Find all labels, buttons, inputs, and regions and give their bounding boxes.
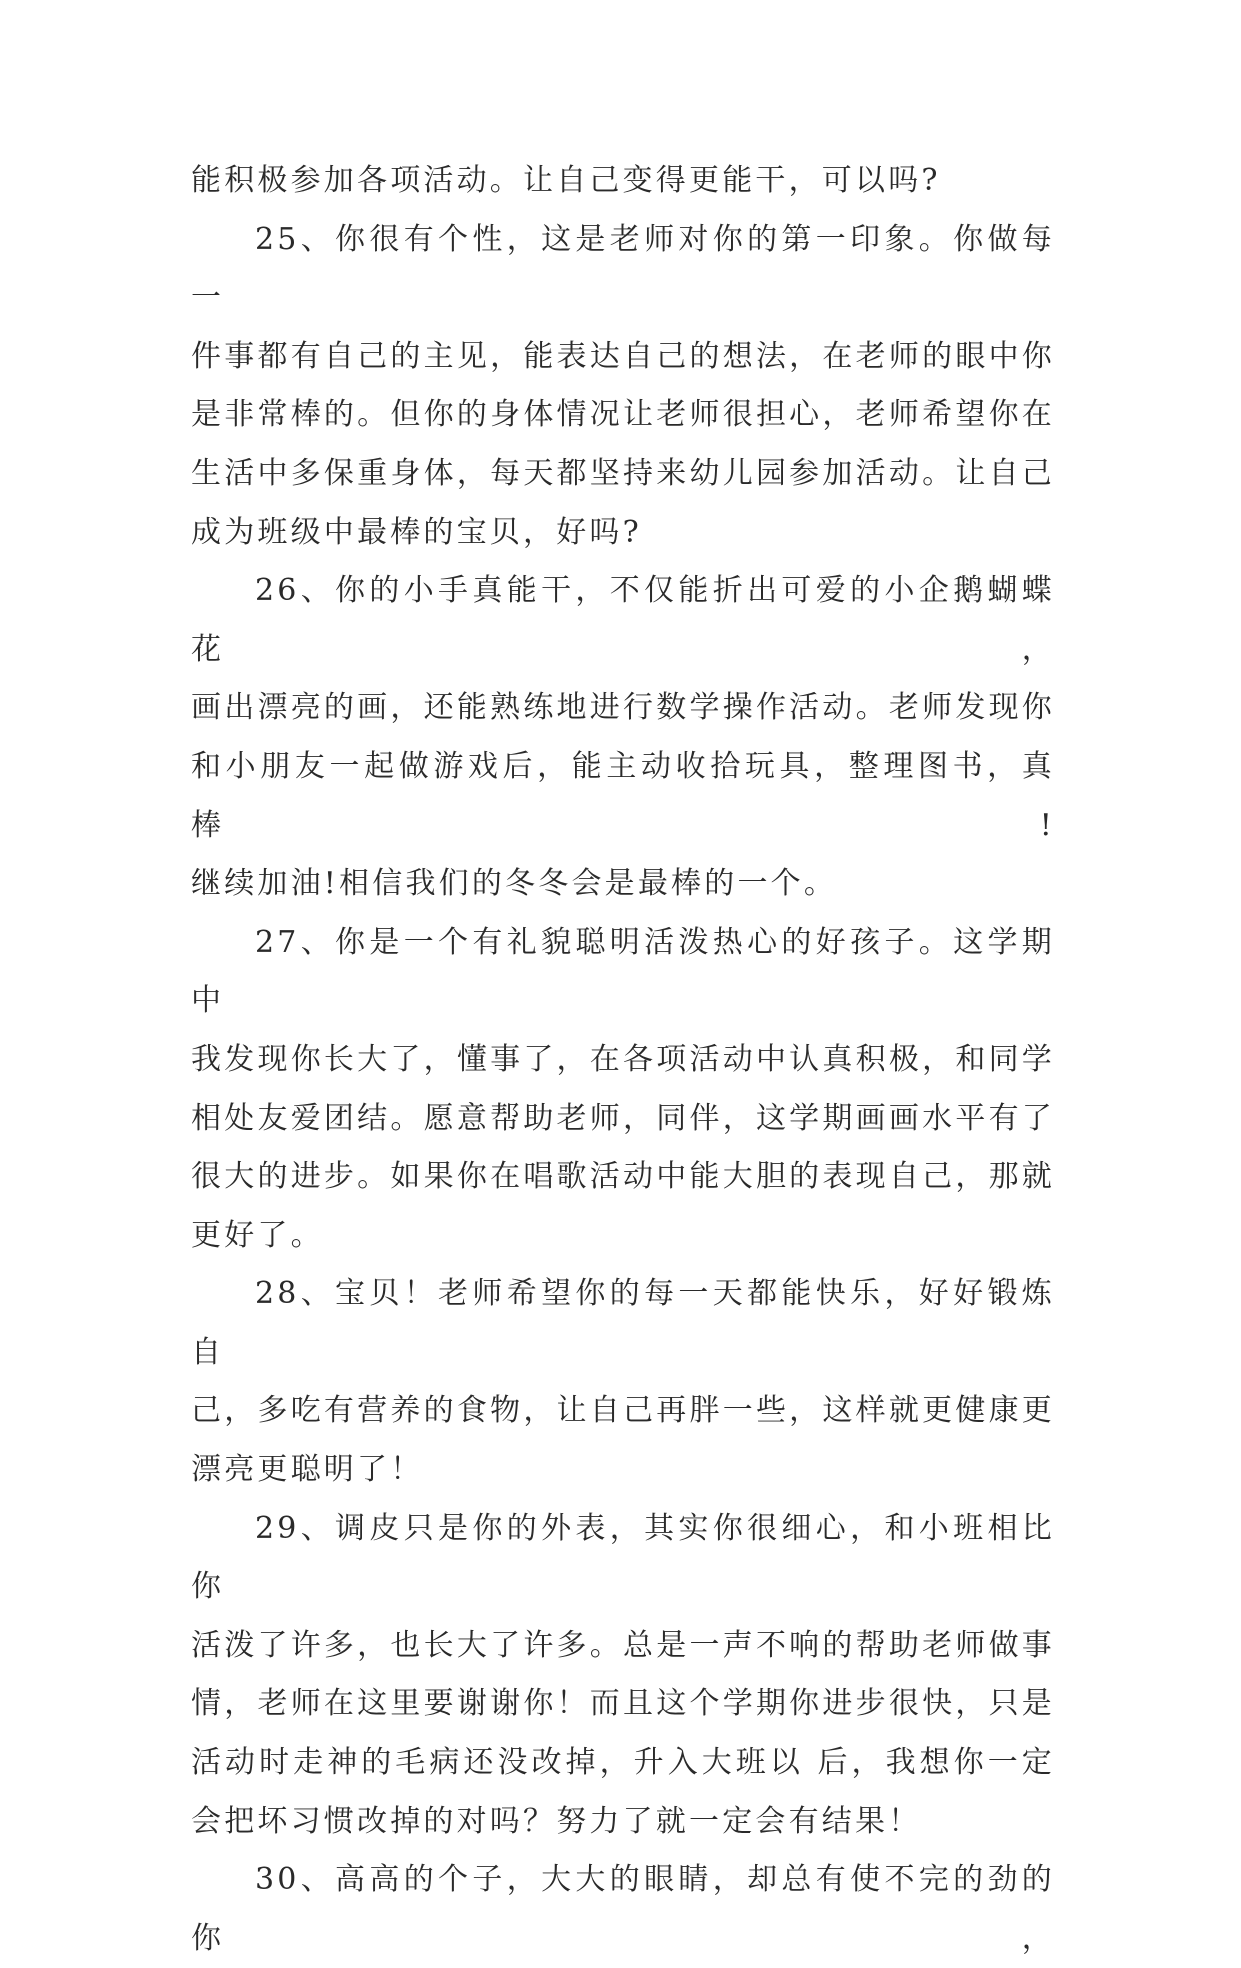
paragraph-26 (191, 562, 1055, 914)
paragraph-continued (191, 152, 1055, 211)
text-line: 是非常棒的。但你的身体情况让老师很担心，老师希望你在 (191, 397, 1055, 433)
text-line: 能积极参加各项活动。让自己变得更能干，可以吗? (191, 163, 941, 198)
text-line: 情，老师在这里要谢谢你！而且这个学期你进步很快，只是 (191, 1686, 1055, 1722)
text-line: 更好了。 (191, 1217, 324, 1253)
text-line: 活泼了许多，也长大了许多。总是一声不响的帮助老师做事 (191, 1627, 1055, 1663)
document-page (191, 152, 1055, 1968)
paragraph-29 (191, 1500, 1055, 1852)
text-line: 30、高高的个子，大大的眼睛，却总有使不完的劲的你， (191, 1862, 1055, 1956)
paragraph-30 (191, 1851, 1055, 1968)
paragraph-28 (191, 1265, 1055, 1499)
paragraph-27 (191, 914, 1055, 1266)
text-line: 和小朋友一起做游戏后，能主动收拾玩具，整理图书，真棒! (191, 748, 1055, 843)
paragraph-25 (191, 211, 1055, 563)
text-line: 29、调皮只是你的外表，其实你很细心，和小班相比你 (191, 1510, 1055, 1605)
text-line: 很大的进步。如果你在唱歌活动中能大胆的表现自己，那就 (191, 1159, 1055, 1195)
text-line: 生活中多保重身体，每天都坚持来幼儿园参加活动。让自己 (191, 455, 1055, 491)
text-line: 己，多吃有营养的食物，让自己再胖一些，这样就更健康更 (191, 1393, 1055, 1429)
text-line: 活动时走神的毛病还没改掉，升入大班以 后，我想你一定 (191, 1745, 1055, 1781)
text-line: 28、宝贝！老师希望你的每一天都能快乐，好好锻炼自 (191, 1276, 1055, 1370)
text-line: 会把坏习惯改掉的对吗？努力了就一定会有结果！ (191, 1803, 922, 1839)
text-line: 件事都有自己的主见，能表达自己的想法，在老师的眼中你 (191, 338, 1055, 374)
text-line: 相处友爱团结。愿意帮助老师，同伴，这学期画画水平有了 (191, 1100, 1055, 1136)
text-line: 我发现你长大了，懂事了，在各项活动中认真积极，和同学 (191, 1041, 1055, 1077)
text-line: 漂亮更聪明了！ (191, 1452, 424, 1488)
text-line: 26、你的小手真能干，不仅能折出可爱的小企鹅蝴蝶花， (191, 573, 1055, 667)
text-line: 25、你很有个性，这是老师对你的第一印象。你做每一 (191, 221, 1055, 316)
text-line: 27、你是一个有礼貌聪明活泼热心的好孩子。这学期中 (191, 924, 1055, 1019)
text-line: 画出漂亮的画，还能熟练地进行数学操作活动。老师发现你 (191, 690, 1055, 726)
text-line: 成为班级中最棒的宝贝，好吗? (191, 514, 642, 550)
text-line: 继续加油!相信我们的冬冬会是最棒的一个。 (191, 866, 838, 902)
